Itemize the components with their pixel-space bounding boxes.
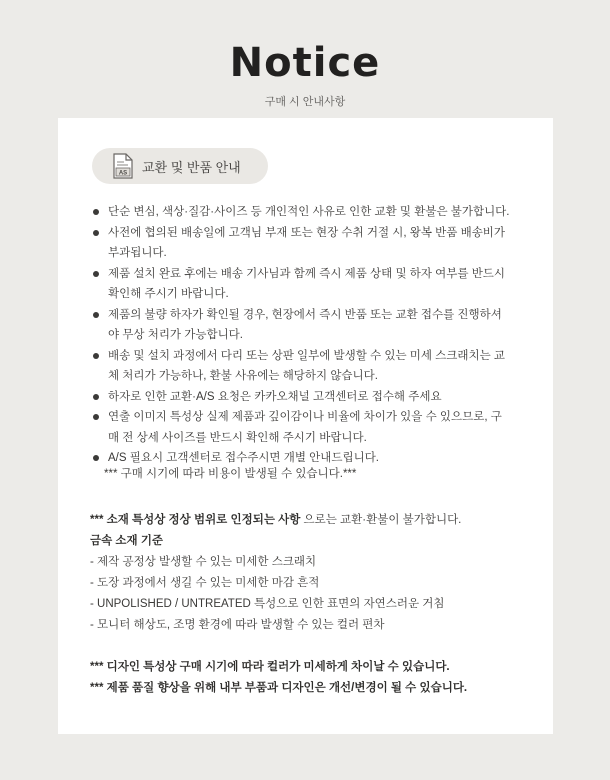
- material-line: - 모니터 해상도, 조명 환경에 따라 발생할 수 있는 컬러 편차: [90, 619, 385, 631]
- list-item: 제품 설치 완료 후에는 배송 기사님과 함께 즉시 제품 상태 및 하자 여부를 반드시 확인해 주시기 바랍니다.: [90, 264, 550, 305]
- list-item: 단순 변심, 색상·질감·사이즈 등 개인적인 사유로 인한 교환 및 환불은 불가합니다.: [90, 202, 550, 223]
- footer-note: *** 디자인 특성상 구매 시기에 따라 컬러가 미세하게 차이날 수 있습니다.: [90, 661, 450, 673]
- list-item: 하자로 인한 교환·A/S 요청은 카카오채널 고객센터로 접수해 주세요: [90, 387, 550, 408]
- material-lead: [90, 510, 545, 531]
- notice-card: [58, 118, 553, 734]
- spacer: [90, 636, 545, 657]
- list-item: 사전에 협의된 배송일에 고객님 부재 또는 현장 수취 거절 시, 왕복 반품 배송비가 부과됩니다.: [90, 223, 550, 264]
- list-item: 연출 이미지 특성상 실제 제품과 깊이감이나 비율에 차이가 있을 수 있으므로, 구 매 전 상세 사이즈를 반드시 확인해 주시기 바랍니다.: [90, 407, 550, 448]
- material-line: - 도장 과정에서 생길 수 있는 미세한 마감 흔적: [90, 577, 320, 589]
- icon-as-text: AS: [118, 170, 128, 177]
- cost-note: *** 구매 시기에 따라 비용이 발생될 수 있습니다.***: [104, 468, 357, 480]
- footer-note: *** 제품 품질 향상을 위해 내부 부품과 디자인은 개선/변경이 될 수 있습니다.: [90, 682, 468, 694]
- document-as-icon: [112, 153, 134, 179]
- material-lead-bold: *** 소재 특성상 정상 범위로 인정되는 사항: [90, 514, 301, 526]
- list-item: 제품의 불량 하자가 확인될 경우, 현장에서 즉시 반품 또는 교환 접수를 진행하셔 야 무상 처리가 가능합니다.: [90, 305, 550, 346]
- material-line: - 제작 공정상 발생할 수 있는 미세한 스크래치: [90, 556, 317, 568]
- material-line: - UNPOLISHED / UNTREATED 특성으로 인한 표면의 자연스러운 거침: [90, 598, 445, 610]
- page-title: Notice: [229, 40, 381, 86]
- page-subtitle: 구매 시 안내사항: [264, 96, 346, 108]
- list-item: 배송 및 설치 과정에서 다리 또는 상판 일부에 발생할 수 있는 미세 스크래치는 교 체 처리가 가능하나, 환불 사유에는 해당하지 않습니다.: [90, 346, 550, 387]
- material-section: [90, 510, 545, 699]
- material-lead-rest: 으로는 교환·환불이 불가합니다.: [300, 514, 462, 526]
- list-item: A/S 필요시 고객센터로 접수주시면 개별 안내드립니다.: [90, 448, 550, 469]
- section-title: 교환 및 반품 안내: [142, 159, 241, 175]
- material-heading: 금속 소재 기준: [90, 535, 164, 547]
- notice-list: [90, 202, 550, 469]
- section-header: [92, 148, 268, 184]
